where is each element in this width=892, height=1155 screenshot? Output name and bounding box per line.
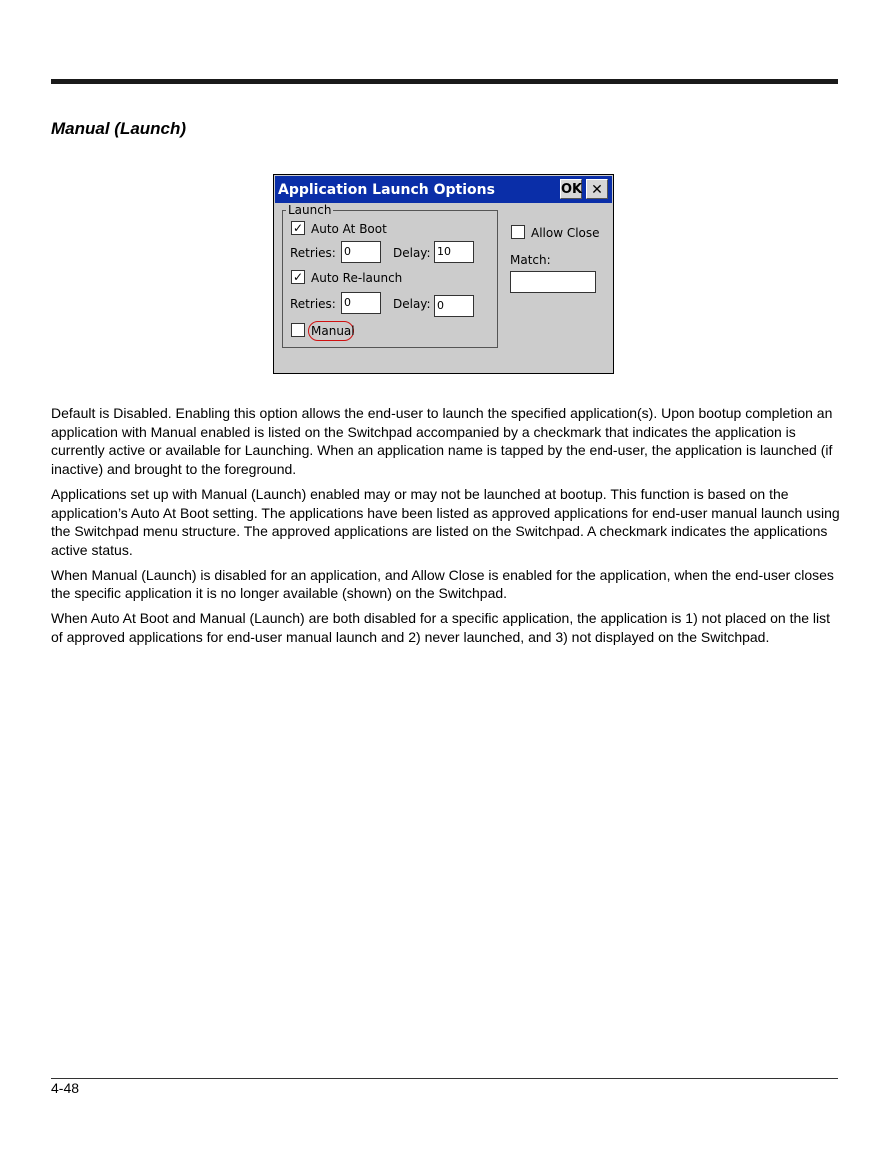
paragraph-1: Default is Disabled. Enabling this option allows the end-user to launch the specified application(s). Upon bootup completion an application with Manual enabled is listed on the Switchpad accompanied by a checkmark that indicates the application is currently active or available for Launching. When an application name is tapped by the end-user, the application is launched (if inactive) and brought to the foreground.: [51, 405, 833, 478]
body-text: [51, 404, 841, 652]
top-rule: [51, 79, 838, 84]
page-number: 4-48: [51, 1080, 80, 1096]
allow-close-label: Allow Close: [531, 226, 600, 240]
auto-relaunch-checkbox[interactable]: ✓: [292, 270, 304, 284]
delay-input-1[interactable]: 10: [434, 241, 474, 263]
delay-label-1: Delay:: [393, 246, 431, 260]
paragraph-2: Applications set up with Manual (Launch) enabled may or may not be launched at bootup. This function is based on the application’s Auto At Boot setting. The applications have been listed as approved applications for end-user manual launch using the Switchpad menu structure. The approved applications are listed on the Switchpad. A checkmark indicates the applications active status.: [51, 485, 840, 558]
auto-at-boot-checkbox[interactable]: ✓: [292, 221, 304, 235]
retries-label-1: Retries:: [290, 246, 336, 260]
match-label: Match:: [510, 253, 551, 267]
retries-input-1[interactable]: 0: [341, 241, 381, 263]
retries-input-2[interactable]: 0: [341, 292, 381, 314]
paragraph-4: When Auto At Boot and Manual (Launch) are both disabled for a specific application, the application is 1) not placed on the list of approved applications for end-user manual launch and 2) never launched, and 3) not displayed on the Switchpad.: [51, 610, 831, 645]
close-icon[interactable]: ✕: [586, 179, 608, 199]
auto-at-boot-label: Auto At Boot: [311, 222, 387, 236]
auto-relaunch-label: Auto Re-launch: [311, 271, 403, 285]
delay-label-2: Delay:: [393, 297, 431, 311]
manual-checkbox[interactable]: [291, 323, 305, 337]
retries-label-2: Retries:: [290, 297, 336, 311]
dialog-titlebar: [275, 176, 612, 203]
bottom-rule: [51, 1078, 838, 1079]
allow-close-checkbox[interactable]: [511, 225, 525, 239]
delay-input-2[interactable]: 0: [434, 295, 474, 317]
manual-label: Manual: [311, 324, 355, 338]
match-input[interactable]: [510, 271, 596, 293]
dialog-title: Application Launch Options: [278, 182, 495, 198]
paragraph-3: When Manual (Launch) is disabled for an application, and Allow Close is enabled for the application, when the end-user closes the specific application it is no longer available (shown) on the Switchpad.: [51, 566, 834, 602]
application-launch-options-dialog: [273, 174, 614, 374]
launch-group-label: Launch: [288, 203, 332, 217]
ok-button[interactable]: OK: [560, 179, 582, 199]
section-title: Manual (Launch): [51, 119, 187, 138]
